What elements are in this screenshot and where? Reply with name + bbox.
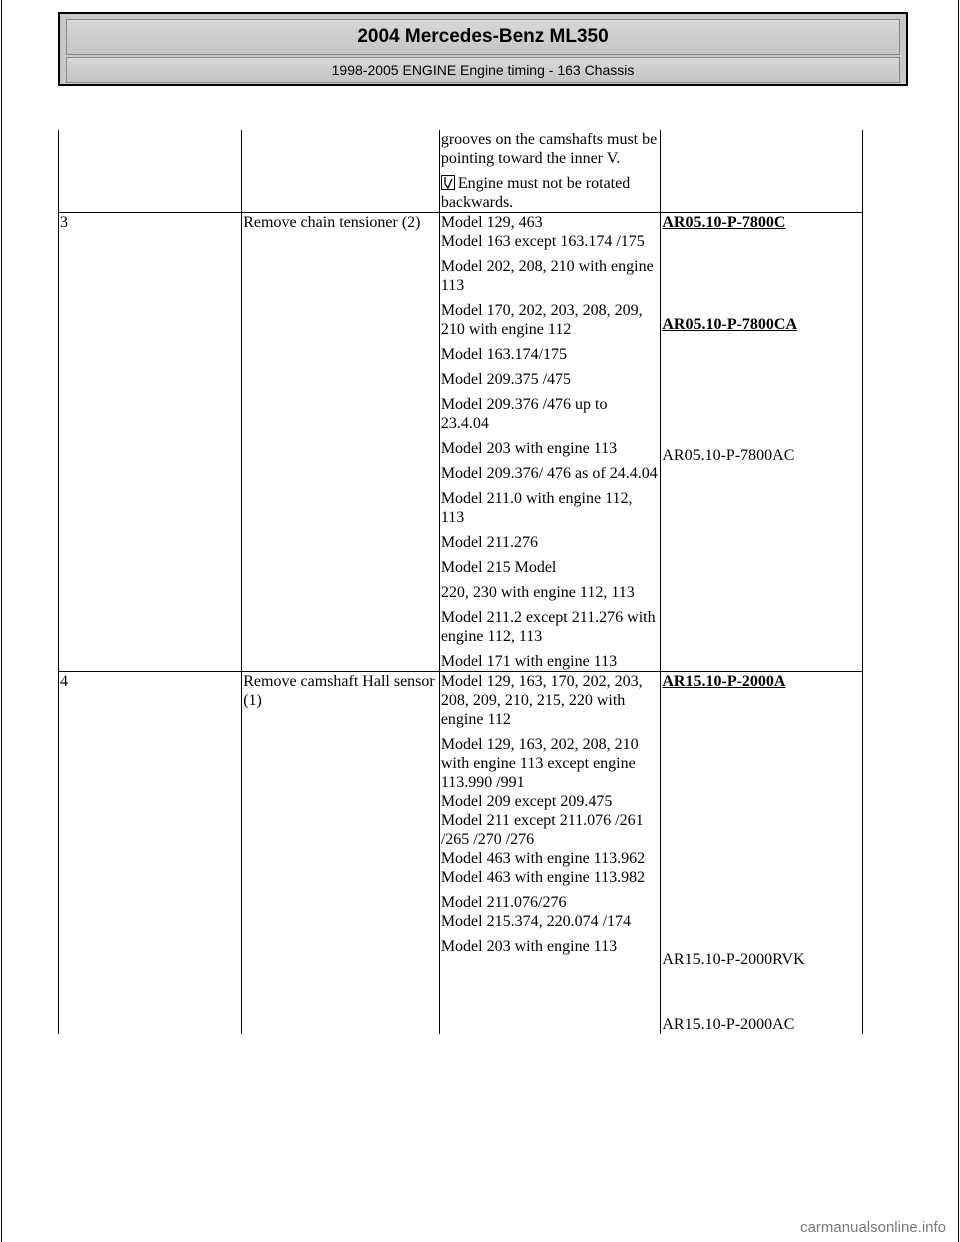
model-line: Model 215 Model [440, 559, 557, 576]
model-cell [439, 213, 661, 672]
ref-text-2000ac: AR15.10-P-2000AC [662, 1016, 795, 1033]
model-line: Model 170, 202, 203, 208, 209, 210 with engine 112 [440, 302, 643, 338]
model-line: Model 211.0 with engine 112, 113 [440, 490, 633, 526]
model-line: Model 211.2 except 211.276 with engine 112, 113 [440, 609, 656, 645]
model-line: Model 129, 163, 202, 208, 210 with engine 113 except engine 113.990 /991 [440, 736, 639, 791]
ref-text-7800ac: AR05.10-P-7800AC [662, 447, 795, 464]
model-cell [439, 672, 661, 1035]
note-check-icon [441, 175, 455, 190]
table-row [59, 213, 863, 672]
model-line: Model 209 except 209.475 [440, 793, 613, 810]
step-cell [59, 130, 242, 213]
ref-cell [661, 130, 863, 213]
ref-link-7800c[interactable]: AR05.10-P-7800C [662, 214, 786, 231]
model-line: Model 209.376/ 476 as of 24.4.04 [440, 465, 658, 482]
action-cell [242, 130, 440, 213]
document-header [58, 12, 908, 86]
model-line: Model 203 with engine 113 [440, 440, 618, 457]
model-line: Model 211.076/276 [440, 894, 567, 911]
model-line: Model 203 with engine 113 [440, 938, 618, 955]
note-text: Engine must not be rotated backwards. [440, 175, 631, 211]
ref-link-2000a[interactable]: AR15.10-P-2000A [662, 673, 786, 690]
model-line: Model 163.174/175 [440, 346, 568, 363]
model-line: Model 209.376 /476 up to 23.4.04 [440, 396, 608, 432]
watermark: carmanualsonline.info [800, 1219, 946, 1236]
model-line: Model 171 with engine 113 [440, 653, 618, 670]
model-cell [439, 130, 661, 213]
document-title: 2004 Mercedes-Benz ML350 [66, 19, 900, 55]
model-line: 220, 230 with engine 112, 113 [440, 584, 635, 601]
page-border-right [958, 0, 959, 1242]
table-row [59, 130, 863, 213]
model-line: Model 129, 463 [440, 214, 543, 231]
page-border-left [1, 0, 2, 1242]
ref-text-2000rvk: AR15.10-P-2000RVK [662, 951, 805, 968]
model-line: Model 463 with engine 113.962 [440, 850, 646, 867]
step-action: Remove chain tensioner (2) [242, 213, 440, 672]
procedure-table [58, 130, 863, 1034]
model-line: Model 209.375 /475 [440, 371, 572, 388]
model-line: Model 163 except 163.174 /175 [440, 233, 645, 250]
ref-cell [661, 672, 863, 1035]
model-line: Model 211.276 [440, 534, 538, 551]
model-line: Model 463 with engine 113.982 [440, 869, 646, 886]
ref-link-7800ca[interactable]: AR05.10-P-7800CA [662, 316, 798, 333]
model-line: Model 211 except 211.076 /261 /265 /270 /276 [440, 812, 644, 848]
continuation-text: grooves on the camshafts must be pointing toward the inner V. [440, 131, 658, 167]
model-line: Model 202, 208, 210 with engine 113 [440, 258, 654, 294]
note-line [441, 174, 660, 212]
step-number: 4 [59, 672, 242, 1035]
ref-cell [661, 213, 863, 672]
step-action: Remove camshaft Hall sensor (1) [242, 672, 440, 1035]
model-line: Model 129, 163, 170, 202, 203, 208, 209, 210, 215, 220 with engine 112 [440, 673, 643, 728]
document-subtitle: 1998-2005 ENGINE Engine timing - 163 Chassis [66, 57, 900, 83]
step-number: 3 [59, 213, 242, 672]
model-line: Model 215.374, 220.074 /174 [440, 913, 632, 930]
table-row [59, 672, 863, 1035]
